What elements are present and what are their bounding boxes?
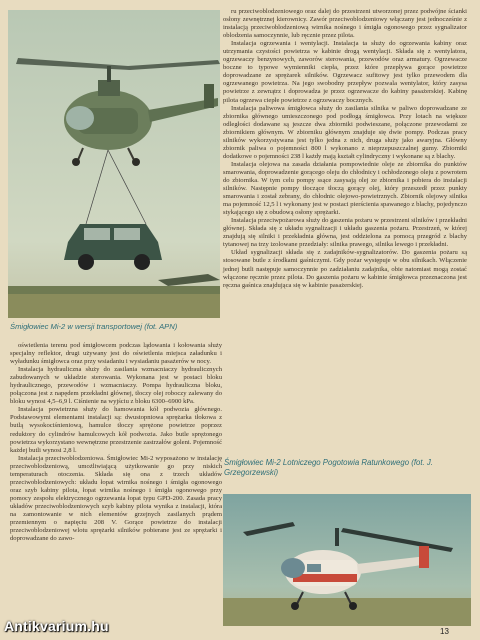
paragraph: Instalacja paliwowa śmigłowca służy do zasilania silnika w paliwo doprowadzane ze zbiornika głównego umieszczonego pod podłogą śmigłowca. Przy lotach na większe odległości dodawane są jeszcze dwa zbiorniki podwieszane, połączone przewodami ze zbiornikiem głównym. W zbiorniku głównym znajduje się dwie pompy. Podczas pracy silników wykorzystywana jest tylko jedna z nich, druga służy jako awaryjna. Główny zbiornik paliwa o pojemności 800 l wykonano z nieprzepuszczalnej gumy. Zbiorniki dodatkowe o pojemności 238 l każdy mają kształt cylindryczny i wykonane są z blachy.: [223, 104, 467, 160]
paragraph: Instalacja powietrzna służy do hamowania kół podwozia głównego. Podstawowymi elementami instalacji są: dwustopniowa sprężarka tłokowa z butlą wysokociśnieniową, hamulce tłoczy sprężone powietrze poprzez reduktory do cylindrów hamulcowych kół podwozia. Jako butle sprężonego powietrza wykorzystano wewnętrzne przestrzenie zastrzałów goleni. Pojemność każdej butli wynosi 2,8 l.: [10, 406, 222, 454]
paragraph: Układ sygnalizacji składa się z zadajników-sygnalizatorów. Do gaszenia pożaru są stosowane butle z środkami gaśniczymi. Gdy pożar występuje w obu silnikach. Włączenie jednej butli następuje samoczynnie po zadziałaniu zadajnika, obie natomiast mogą zostać włączone ręcznie przez pilota. Do gaszenia pożaru w kabinie śmigłowca przeznaczona jest ręczna gaśnica znajdująca się w kabinie pasażerskiej.: [223, 249, 467, 289]
paragraph: Instalacja olejowa na zasada działania pompowiednie oleje ze zbiornika do punktów smarowania, doprowadzenie gorącego oleju do chłodnicy i ochłodzonego oleju z powrotem do zbiornika. W tym celu pompy ssące zasysają olej ze zbiornika i pobiera do instalacji silników. Następnie pompy tłoczące tłoczą gorący olej, który przeszedł przez punkty smarowania i został zebrany, do chłodnic olejowo-powietrznych. Zbiornik olejowy silnika ma pojemność 12,5 l i wykonany jest w postaci pierścienia spawanego z blachy, pojedynczo stykającego się z obudową osłony sprężarki.: [223, 160, 467, 217]
page-number: 13: [440, 627, 449, 636]
rescue-helicopter-image: [223, 494, 471, 626]
transport-helicopter-photo: [8, 10, 220, 318]
paragraph: Instalacja hydrauliczna służy do zasilania wzmacniaczy hydraulicznych zabudowanych w układzie sterowania. Wykonana jest w postaci bloku hydraulicznego, przewodów i wzmacniaczy. Pompa hydrauliczna bloku, połączona jest z napędem przekładni głównej, tłoczy olej roboczy zalewany do bloku wynosi 4,5–6,9 l. Ciśnienie na wyjściu z bloku 6300–6900 kPa.: [10, 366, 222, 406]
article-column-left-bottom: [10, 342, 222, 543]
photo2-caption: Śmigłowiec Mi-2 Lotniczego Pogotowia Ratunkowego (fot. J. Grzegorzewski): [224, 458, 433, 477]
paragraph: Instalacja przeciwoblodzeniowa. Śmigłowiec Mi-2 wyposażono w instalację przeciwoblodzeniową, umożliwiającą użytkowanie go przy niskich temperaturach otoczenia. Składa się ona z trzech układów przeciwoblodzeniowych: układu łopat wirnika nośnego i śmigła ogonowego oraz szyb kabiny pilota, łopat wirnika nośnego i śmigła ogonowego przy pomocy zespołu elektrycznego ogrzewania łopat typu GPD-200. Zasada pracy układów przeciwoblodzeniowych szyb kabiny pilota wynika z instalacji, która na zamontowanie w nich elementów grzejnych zasilanych prądem przemiennym o napięciu 208 V. Gorące powietrze do instalacji przeciwoblodzeniowej wlotu sprężarki silników pobierane jest ze sprężarki i doprowadzane do zawo-: [10, 454, 222, 543]
paragraph: oświetlenia terenu pod śmigłowcem podczas lądowania i kołowania służy specjalny reflektor, drugi używany jest do oświetlenia miejsca załadunku i wyładunku śmigłowca oraz przy wsiadaniu i wysiadaniu pasażerów w nocy.: [10, 342, 222, 366]
paragraph: Instalacja ogrzewania i wentylacji. Instalacja ta służy do ogrzewania kabiny oraz utrzymania czystości powietrza w kabinie drogą wentylacji. Składa się z wentylatora, ogrzewaczy benzynowych, zaworów sterowania, przewodów oraz armatury. Ogrzewacze boczne to typowe wymienniki ciepła, przez które przepływa gorące powietrze doprowadzane ze sprężarek silników. Ogrzewacz sufitowy jest tylko przewodem dla ogrzewanego powietrza. Na jego swobodny przepływ pozwala wentylator, który zasysa powietrze z zewnątrz i doprowadza je przez ogrzewacze do kabiny pasażerskiej. Kabinę pilota ogrzewa ciepłe powietrze z ogrzewaczy bocznych.: [223, 40, 467, 104]
watermark: Antikvarium.hu: [4, 618, 109, 634]
rescue-helicopter-photo: [223, 494, 471, 626]
paragraph: Instalacja przeciwpożarowa służy do gaszenia pożaru w przestrzeni silników i przekładni głównej. Składa się z układu sygnalizacji i układu gaszenia pożaru. Przestrzeń, w której znajdują się silniki i przekładnia główna, jest oddzielona za pomocą przegród z blachy tytanowej na trzy izolowane przedziały: silnika prawego, silnika lewego i przekładni.: [223, 217, 467, 249]
paragraph: ru przeciwoblodzeniowego oraz dalej do przestrzeni utworzonej przez podwójne ścianki osłony zewnętrznej kierownicy. Zawór przeciwoblodzeniowy włączany jest jednocześnie z instalacją przeciwoblodzeniową wirnika nośnego i śmigła ogonowego przez sygnalizator oblodzenia samoczynnie, lub ręcznie przez pilota.: [223, 8, 467, 40]
transport-helicopter-image: [8, 10, 220, 318]
article-column-right-top: [223, 8, 467, 290]
photo1-caption: Śmigłowiec Mi-2 w wersji transportowej (fot. APN): [10, 322, 178, 331]
